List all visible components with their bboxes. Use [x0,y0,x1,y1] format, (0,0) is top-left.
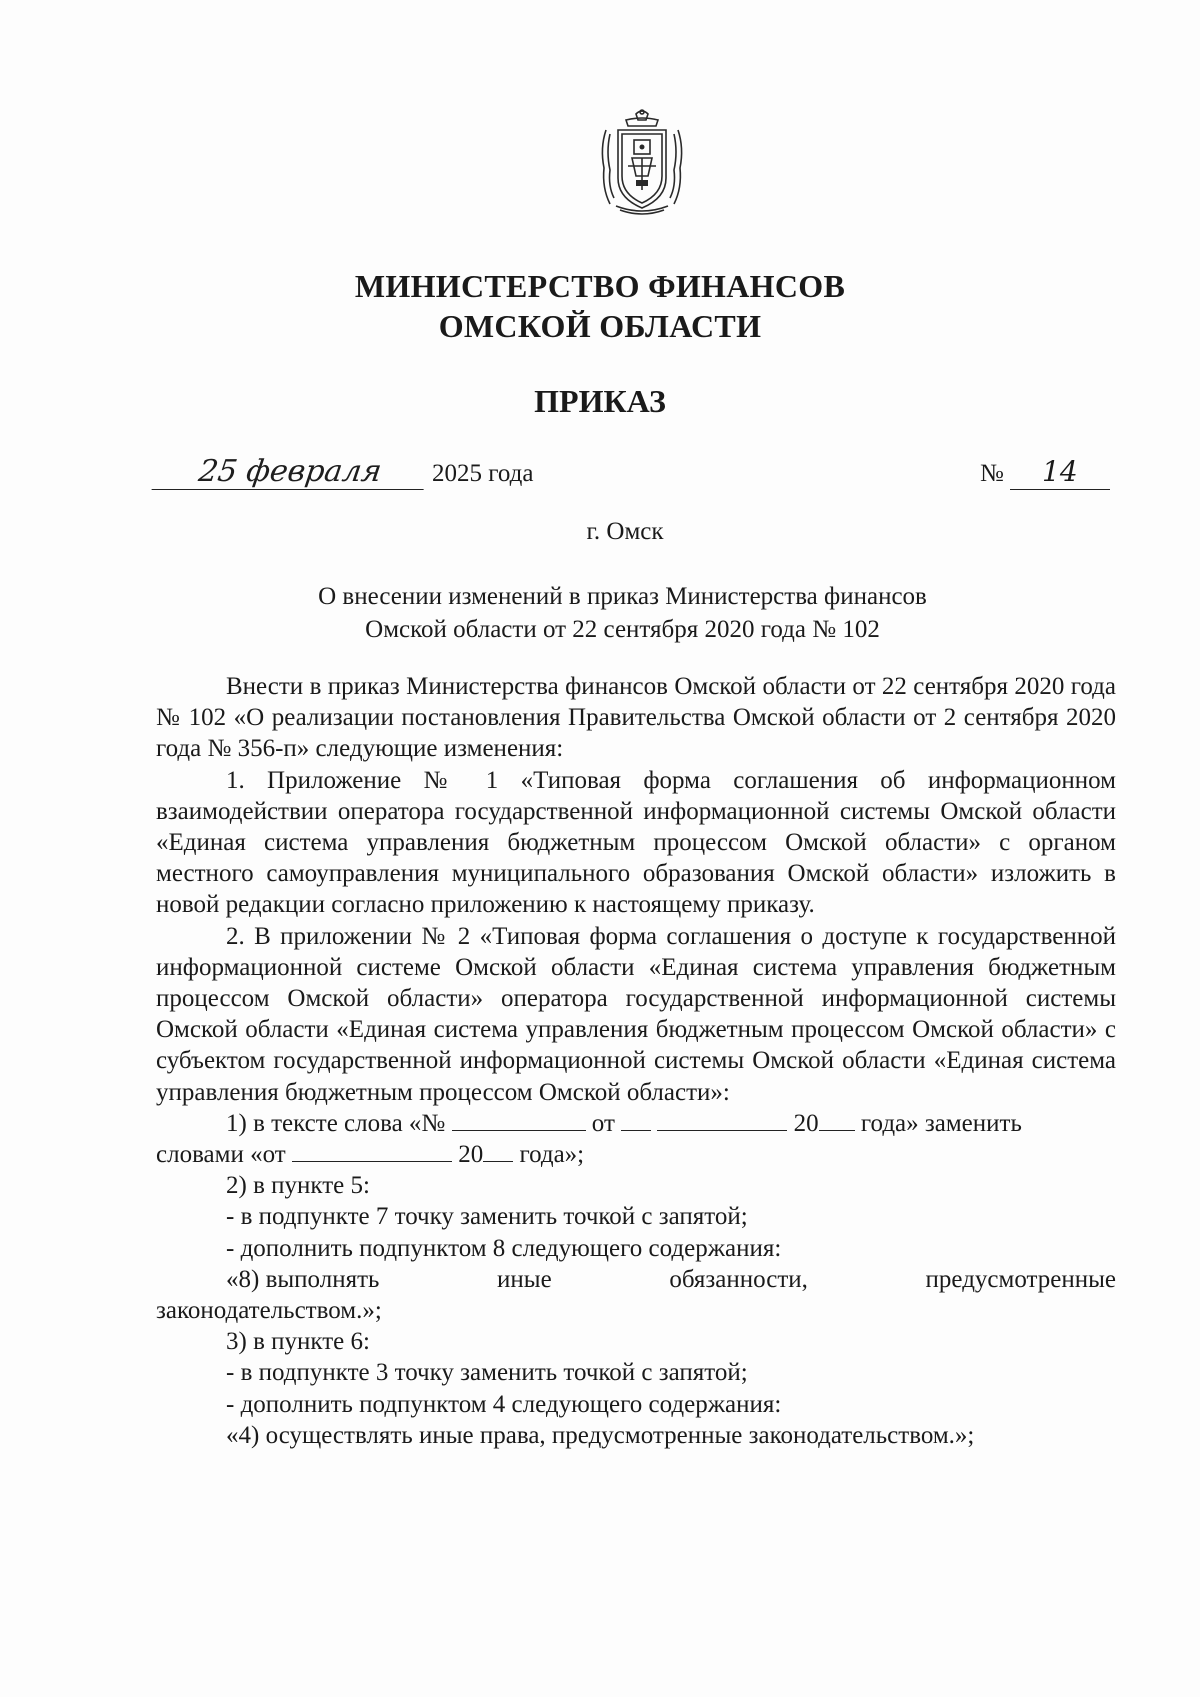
body-subitem-2-c-end: законодательством.»; [156,1297,382,1325]
order-number-label: № [980,460,1004,487]
sub1-text-b: от [591,1109,615,1137]
blank-line [452,1108,586,1131]
body-subitem-3-a: - в подпункте 3 точку заменить точкой с запятой; [226,1359,748,1387]
sub2c-word: предусмотренные [925,1265,1116,1293]
sub1-text-e: словами «от [156,1141,286,1169]
blank-line [621,1108,651,1131]
body-subitem-3-c: «4) осуществлять иные права, предусмотренные законодательством.»; [226,1421,975,1449]
blank-line [292,1139,452,1162]
omsk-region-coat-of-arms-icon [596,108,688,216]
sub1-text-g: года»; [519,1141,585,1169]
order-year: 2025 года [432,460,534,487]
sub2c-word: обязанности, [669,1265,808,1293]
handwritten-date: 25 февраля [152,455,429,490]
body-subitem-3: 3) в пункте 6: [226,1328,370,1356]
organization-name-line2: ОМСКОЙ ОБЛАСТИ [438,308,762,344]
blank-line [819,1108,855,1131]
order-date [154,454,533,494]
body-subitem-3-b: - дополнить подпунктом 4 следующего содержания: [226,1390,782,1418]
order-subject-line2: Омской области от 22 сентября 2020 года № 102 [365,616,880,643]
sub2c-word: иные [497,1265,552,1293]
body-subitem-2: 2) в пункте 5: [226,1172,370,1200]
blank-line [657,1108,787,1131]
sub2c-word: «8) выполнять [226,1265,380,1293]
body-subitem-1-cont [156,1139,1116,1170]
sub1-text-a: 1) в тексте слова «№ [226,1109,446,1137]
order-subject [0,580,1200,646]
sub1-text-c: 20 [793,1109,819,1137]
handwritten-order-number: 14 [1010,455,1110,490]
document-type-title: ПРИКАЗ [534,383,666,419]
body-subitem-2-b: - дополнить подпунктом 8 следующего содержания: [226,1234,782,1262]
order-body [156,671,1116,1451]
sub1-text-d: года» заменить [860,1109,1022,1137]
body-subitem-2-a: - в подпункте 7 точку заменить точкой с запятой; [226,1203,748,1231]
body-subitem-2-c [156,1264,1116,1295]
body-item-1: 1. Приложение № 1 «Типовая форма соглашения об информационном взаимодействии оператора государственной информационной системы Омской области «Единая система управления бюджетным процессом Омской области» с органом местного самоуправления муниципального образования Омской области» изложить в новой редакции согласно приложению к настоящему приказу. [156,766,1116,919]
sub1-text-f: 20 [458,1141,484,1169]
order-subject-line1: О внесении изменений в приказ Министерства финансов [318,583,927,610]
organization-name-line1: МИНИСТЕРСТВО ФИНАНСОВ [354,268,846,304]
body-item-2: 2. В приложении № 2 «Типовая форма соглашения о доступе к государственной информационной системе Омской области «Единая система управления бюджетным процессом Омской области» оператора государственной информационной системы Омской области «Единая система управления бюджетным процессом Омской области» с субъектом государственной информационной системы Омской области «Единая система управления бюджетным процессом Омской области»: [156,922,1116,1106]
body-intro: Внести в приказ Министерства финансов Омской области от 22 сентября 2020 года № 102 «О реализации постановления Правительства Омской области от 2 сентября 2020 года № 356-п» следующие изменения: [156,673,1116,763]
order-city: г. Омск [586,518,664,545]
blank-line [483,1139,513,1162]
order-number [980,454,1110,494]
body-subitem-1 [156,1108,1116,1139]
